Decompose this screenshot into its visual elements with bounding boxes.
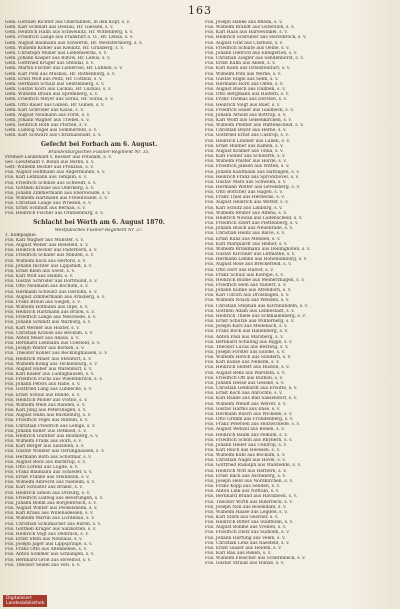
text-line: Füs. August Busch aus Dülmen, s. v. <box>205 87 286 93</box>
text-line: Füs. Friedrich Dietz aus Südlohn, s. v. <box>205 530 290 536</box>
text-line: Füs. Karl Kühn aus Drensteinfurt, s. v. <box>205 66 291 72</box>
text-line: Füs. Karl Jung aus Petershagen, s. v. <box>5 408 87 414</box>
watermark-line-2: Landesbibliothek <box>6 601 45 606</box>
text-line: Füs. Heinrich Günther aus Blomberg, s. v. <box>5 433 99 439</box>
text-line: Füs. Ernst Bach aus Ascheberg, s. v. <box>205 473 286 479</box>
text-line: Füs. Christian Ziegler aus Sendenhorst, s. v. <box>205 56 304 62</box>
text-line: Füs. Hermann Horn aus Olfen, s. v. <box>205 81 284 87</box>
text-line: Füs. August Kramer aus Unna, s. v. <box>205 148 284 154</box>
text-line: Gem. Gottlieb Richter aus Oberlübben, in den Kopf, s. v. <box>5 20 131 25</box>
text-line: Füs. August Benz aus Warstein, s. v. <box>205 370 286 376</box>
text-line: Füs. Joseph Jäger aus Lippspringe, s. v. <box>5 542 93 548</box>
text-line: Füs. Wilhelm Pohl aus Werne, s. v. <box>205 71 282 77</box>
text-line: Füs. Theodor Lucas aus Bestwig, s. v. <box>205 344 289 350</box>
text-line: Füs. Hermann Schwarz aus Iserlohn, s. v. <box>5 289 98 295</box>
text-line: Füs. Johann Kaufmann aus Hattingen, s. v. <box>205 169 300 175</box>
section-subheading: Westfälisches Füsilier-Regiment Nr. 37. <box>54 227 144 233</box>
text-line: Füs. Ernst Schütze aus Winterberg, s. v. <box>205 319 295 325</box>
text-line: Füs. Ernst Franke aus Steinheim, s. v. <box>5 475 90 481</box>
text-line: Füs. Karl Werner aus Höxter, s. v. <box>5 325 80 331</box>
text-line: Gem. Heinrich Roth aus Pförten, s. v. <box>5 123 88 129</box>
text-line: Füs. Joseph Noll aus Rosendahl, s. v. <box>205 504 287 510</box>
text-line: Füs. Christian Krause aus Beckum, s. v. <box>5 330 94 336</box>
text-line: Gem. Hermann Schulz aus Senftenberg, s. v. <box>5 81 105 87</box>
text-line: Füs. Friedrich Schulte aus Oelde, s. v. <box>205 45 290 51</box>
text-line: Füs. Johann Heller aus Uentrop, s. v. <box>205 442 287 448</box>
text-line: Füs. Franz Bock aus Hallenberg, s. v. <box>205 329 288 335</box>
text-line: Füs. Franz Thomas aus Dorsten, s. v. <box>205 97 288 103</box>
text-line: Füs. Theodor Seidel aus Verl, s. v. <box>5 562 81 568</box>
text-line: Füs. Franz Schulz aus Kierspe, s. v. <box>205 272 284 278</box>
text-line: Füs. Gottfried Rudolph aus Walstedde, s. v. <box>205 463 301 469</box>
text-line: Füs. Wilhelm Martin aus Lichtenau, s. v. <box>5 516 95 522</box>
text-line: Füs. Heinrich Lindner aus Lünen, s. v. <box>205 138 290 144</box>
text-line: Füs. Anton Link aus Nottuln, s. v. <box>205 489 280 495</box>
text-line: Füs. Johann Richter aus Lippstadt, s. v. <box>5 263 93 269</box>
text-line: Füs. Karl Kunze aus Neheim, s. v. <box>205 360 280 366</box>
text-line: Füs. Karl Rau aus Reken, s. v. <box>205 551 272 557</box>
text-line: Füs. Wilhelm Reuter aus Altena, s. v. <box>205 210 287 216</box>
text-line: Füs. Ernst Hübner aus Kamen, s. v. <box>205 143 284 149</box>
section-subheading: Brandenburgisches Füsilier-Regiment Nr. 35. <box>48 149 150 155</box>
text-line: Füs. Karl Lehmann aus Templin, s. v. <box>5 175 87 181</box>
text-line: Füs. August Weber aus Bielefeld, s. v. <box>5 243 89 249</box>
text-line: Füs. Karl Schütz aus Limburg, s. v. <box>205 205 283 211</box>
text-line: Füs. Christian Schumacher aus Büren, s. v. <box>5 521 102 527</box>
text-line: Füs. Wilhelm Haase aus Legden, s. v. <box>205 509 288 515</box>
text-line: Füs. Karl Haas aus Harsewinkel, s. v. <box>205 30 288 36</box>
text-line: Füs. Franz Petersen aus Holzwickede, s. v. <box>205 422 300 428</box>
text-line: Füs. Otto Böttcher aus Hagen, s. v. <box>205 190 283 196</box>
text-line: Füs. Heinrich Fischer aus Oranienburg, s. v. <box>5 211 104 217</box>
text-line: Füs. Anton Paul aus Marsberg, s. v. <box>205 334 284 340</box>
text-line: Füs. Karl Reich aus Heessen, s. v. <box>205 447 280 453</box>
text-line: Füs. Wilhelm Fleischer aus Schermbeck, s. v. <box>205 556 306 562</box>
text-line: Gem. Martin Fischer aus Lieberose, Hr. Lübben, s. v. <box>5 66 123 72</box>
text-line: Füs. Karl Ullrich aus Drolshagen, s. v. <box>205 293 290 299</box>
text-line: Füs. Heinrich Möller aus Vlotho, s. v. <box>5 397 88 403</box>
text-line: Gem. August Neumann aus Forst, s. v. <box>5 112 91 118</box>
text-line: Gem. Johann Wagner aus Triebel, s. v. <box>5 117 90 123</box>
text-line: Premier-Lieutenant v. Kessler aus Potsdam, s. v. <box>5 154 112 160</box>
text-line: Füs. Wilhelm Weiß aus Rahden, s. v. <box>5 402 86 408</box>
text-line: Füs. August Rose aus Breckerfeld, s. v. <box>205 262 292 268</box>
text-line: Füs. Karl Raabe aus Bad Sassendorf, s. v. <box>205 396 298 402</box>
text-line: Füs. Karl Stark aus Gescher, s. v. <box>205 515 279 520</box>
text-line: Füs. Friedrich Vogel aus Rinteln, s. v. <box>5 418 89 424</box>
text-line: Füs. Gustav Harms aus Ense, s. v. <box>205 406 281 412</box>
text-line: Gem. Johann Kasper aus Bütow, Hr. Lebus, s. v. <box>5 56 111 62</box>
text-line: Füs. Johann Hartung aus Velen, s. v. <box>205 535 286 541</box>
text-line: Füs. August Winter aus Peckelsheim, s. v. <box>5 506 98 512</box>
text-line: Füs. Christian Lange aus Wriezen, s. v. <box>5 201 92 207</box>
text-line: Füs. Friedrich Sauer aus Gladbeck, s. v. <box>205 107 294 113</box>
text-line: Füs. Theodor Köhler aus Recklinghausen, s. v. <box>5 351 108 357</box>
text-line: Füs. Christian Lenz aus Raesfeld, s. v. <box>205 540 290 546</box>
text-line: Füs. Friedrich Lange aus Meschede, s. v. <box>5 315 97 321</box>
text-line: Füs. Heinrich Maier aus Steinfurt, s. v. <box>5 356 92 362</box>
text-line: Gem. August Baumann aus Schwerin, Hr. Weststernberg, s. v. <box>5 40 143 46</box>
text-line: Füs. Wilhelm Polster aus Hörde, s. v. <box>205 159 287 165</box>
text-line: Füs. Wilhelm Brandt aus Gütersloh, s. v. <box>205 25 295 31</box>
section-heading: Gefecht bei Forbach am 6. August. <box>40 140 158 148</box>
text-line: Füs. Bernhard Schilling aus Bigge, s. v. <box>205 339 293 345</box>
text-line: Füs. Karl Kraus aus Willebadessen, s. v. <box>5 511 94 517</box>
text-line: Füs. Johann Zimmermann aus Eberswalde, s. v. <box>5 190 111 196</box>
text-line: Füs. Ernst Schmidt aus Bernau, s. v. <box>5 206 86 212</box>
text-line: 1. Kompagnie. <box>5 232 38 238</box>
text-line: Füs. Joseph Kurz aus Medebach, s. v. <box>205 324 288 330</box>
text-line: Füs. Otto Neumann aus Bochum, s. v. <box>5 284 89 290</box>
text-line: Füs. Otto Lorenz aus Lügde, s. v. <box>5 464 79 470</box>
text-line: Füs. Franz Kopp aus Senden, s. v. <box>205 484 280 490</box>
text-line: Gefr. Wilhelm Becker aus Prenzlau, s. v. <box>5 165 94 171</box>
text-line: Füs. Heinrich Becker aus Paderborn, s. v. <box>5 248 98 254</box>
text-line: Füs. Karl Wolf aus Hamm, s. v. <box>5 274 74 280</box>
text-line: Füs. Ernst Glaser aus Heiden, s. v. <box>205 545 282 551</box>
text-line: Gem. Friedrich Meyer aus Sorau, Hr. Sorau, s. v. <box>5 97 114 103</box>
text-line: Füs. Wilhelm Frank aus Horn, s. v. <box>5 439 82 445</box>
text-line: Füs. Ernst Stein aus Neuhaus, s. v. <box>5 537 83 542</box>
text-line: Füs. August Böhme aus Vreden, s. v. <box>205 525 287 531</box>
text-line: Füs. August Heinrich aus Wetter, s. v. <box>205 200 289 206</box>
text-line: Füs. Ernst Klein aus Soest, s. v. <box>5 268 75 274</box>
text-line: Füs. Friedrich Schäfer aus Minden, s. v. <box>5 253 94 259</box>
text-line: Füs. Hermann Lemke aus Hohenlimburg, s. v. <box>205 257 308 263</box>
text-line: Gem. Ernst Wolf aus Peitz, Hr. Cottbus, s. v. <box>5 76 103 82</box>
text-line: Gem. Gottfried Krüger aus Stendal, s. v. <box>5 61 95 67</box>
text-line: Füs. Heinrich Seifert aus Hüsten, s. v. <box>205 365 290 371</box>
text-line: Gem. Karl Schröder aus Kalau, s. v. <box>5 107 84 113</box>
text-line: Füs. Karl Wagner aus Münster, s. v. <box>5 237 84 243</box>
watermark-line-1: Digitalisiert <box>6 596 32 601</box>
text-line: Füs. Heinrich Simon aus Driburg, s. v. <box>5 490 91 496</box>
text-line: Füs. Anton Sommer aus Schlangen, s. v. <box>5 552 95 558</box>
text-line: Füs. Joseph Held aus Nordkirchen, s. v. <box>205 478 293 484</box>
text-line: Füs. Christian Beyer aus Herne, s. v. <box>205 128 287 134</box>
text-line: Füs. Christian Friedrich aus Lemgo, s. v. <box>5 423 96 429</box>
text-line: Füs. Heinrich Voigt aus Buer, s. v. <box>205 102 281 108</box>
text-line: Füs. Johann Hesse aus Geseke, s. v. <box>205 380 285 386</box>
text-line: Gem. Heinrich Hahn aus Schweinitz, Hr. Wittenberg, s. v. <box>5 30 134 36</box>
text-line: Füs. Hermann Wolter aus Gevelsberg, s. v. <box>205 185 300 190</box>
text-line: Füs. Karl Wolff aus Gelsenkirchen, s. v. <box>205 117 292 123</box>
text-line: Füs. Karl Marquardt aus Hemer, s. v. <box>205 241 288 247</box>
text-line: Füs. Wilhelm König aus Tecklenburg, s. v. <box>5 361 98 367</box>
text-line: Füs. Gottfried Lang aus Lübbecke, s. v. <box>5 387 93 393</box>
text-line: Füs. Christian Heinz aus Balve, s. v. <box>205 231 285 237</box>
section-heading: Schlacht bei Wörth am 6. August 1870. <box>33 218 165 226</box>
text-line: Füs. Gottlieb Krause aus Oderberg, s. v. <box>5 185 94 191</box>
text-line: Füs. Wilhelm Wendt aus Welver, s. v. <box>205 401 287 407</box>
text-line: Füs. Bernhard Brand aus Havixbeck, s. v. <box>205 494 298 500</box>
text-line: Füs. Johann Busch aus Neuenrade, s. v. <box>205 226 293 232</box>
text-line: Füs. Heinrich Witt aus Herbern, s. v. <box>205 468 287 474</box>
text-line: Füs. Friedrich Schön aus Rhynern, s. v. <box>205 437 293 443</box>
text-line: Füs. Franz Baumann aus Schieder, s. v. <box>5 469 93 475</box>
text-line: Füs. Johann Arnold aus Bottrop, s. v. <box>205 112 287 118</box>
text-line: Füs. Gottfried Ernst aus Castrop, s. v. <box>205 133 289 139</box>
text-line: Gem. Christoph Müller aus Liebenwerda, s. v. <box>5 50 107 56</box>
text-line: Füs. Heinrich Franz aus Sprockhövel, s. v. <box>205 174 299 180</box>
text-line: Füs. Wilhelm Hirsch aus Sundern, s. v. <box>205 355 292 361</box>
text-line: Füs. Wilhelm Hofmann aus Olpe, s. v. <box>5 304 89 310</box>
text-line: Füs. Karl Berger aus Salzuflen, s. v. <box>5 444 85 450</box>
text-line: Füs. August Hahn aus Bückeburg, s. v. <box>5 413 92 419</box>
text-line: Füs. Johann Peters aus Halle, s. v. <box>5 382 81 388</box>
text-line: Gem. Friedrich Lange aus Frankfurt a. O., Hr. Lebus, s. v. <box>5 35 134 41</box>
text-line: Gem. Otto Bauer aus Guben, Hr. Guben, s. v. <box>5 102 105 108</box>
text-line: Füs. Christian Gebhardt aus Erwitte, s. v. <box>205 386 298 392</box>
text-line: Füs. Christian Nagel aus Hövel, s. v. <box>205 458 286 464</box>
text-line: Füs. Heinrich Blume aus Meinerzhagen, s. v. <box>205 277 305 283</box>
text-line: Füs. Friedrich Ludwig aus Beverungen, s. v. <box>5 495 104 501</box>
text-line: Füs. Karl Schuster aus Brakel, s. v. <box>5 485 83 491</box>
text-line: Füs. Wilhelm Koch aus Herford, s. v. <box>5 258 87 264</box>
page-number: 163 <box>188 4 212 17</box>
text-line: Füs. August Beck aus Barntrup, s. v. <box>5 459 86 465</box>
text-line: Füs. Christian Stephan aus Kirchhundem, s. v. <box>205 303 309 309</box>
text-line: Gem. Wilhelm Kohler aus Kleinitz, Hr. Grünberg, s. v. <box>5 45 124 51</box>
text-line: Gem. Gustav Koch aus Luckau, Hr. Luckau, s. v. <box>5 87 112 93</box>
text-line: Füs. Friedrich Jansen aus Witten, s. v. <box>205 164 290 170</box>
text-line: Füs. Joseph Hanke aus Rheda, s. v. <box>205 20 283 25</box>
text-line: Füs. Friedrich Hein aus Valbert, s. v. <box>205 282 287 288</box>
text-line: Füs. Ernst Koch aus Anröchte, s. v. <box>205 391 283 397</box>
text-line: Füs. Heinrich Ritter aus Stadtlohn, s. v. <box>205 520 294 526</box>
text-line: Füs. Heinrich Vogt aus Delbrück, s. v. <box>5 531 89 537</box>
text-line: Füs. Heinrich Nowak aus Lüdenscheid, s. v. <box>205 215 303 221</box>
text-line: Füs. Friedrich Schulze aus Schwedt, s. v. <box>5 180 97 186</box>
text-line: Gem. Ludwig Vogel aus Sommerfeld, s. v. <box>5 128 97 134</box>
text-line: Füs. Hermann Roth aus Schötmar, s. v. <box>5 454 92 460</box>
text-line: Füs. Gottlieb Krüger aus Salzkotten, s. v. <box>5 526 97 532</box>
text-line: Füs. Johann Böhm aus Borgentreich, s. v. <box>5 500 97 506</box>
text-line: Füs. Friedrich Ebert aus Plettenberg, s. v. <box>205 221 299 227</box>
text-line: Füs. Bernhard Groß aus Hövelhof, s. v. <box>5 557 92 563</box>
text-line: Füs. August Zimmermann aus Arnsberg, s. v. <box>5 294 106 300</box>
text-line: Füs. Wilhelm Hartmann aus Freienwalde, s. v. <box>5 196 108 201</box>
text-line: Füs. Gustav Strauß aus Hünxe, s. v. <box>205 561 285 567</box>
text-line: Füs. Wilhelm Brinkmann aus Deilinghofen, s. v. <box>205 246 311 252</box>
text-line: Füs. Gustav Winkler aus Oerlinghausen, s. v. <box>5 449 105 455</box>
text-line: Füs. Heinrich Thiele aus Schmallenberg, s. v. <box>205 313 306 319</box>
text-line: Füs. Ernst Scholz aus Bünde, s. v. <box>5 392 81 398</box>
text-line: Gem. Karl Schwarz aus Christianstadt, s. v. <box>5 133 102 139</box>
text-line: Füs. Johann Dietrich aus Ennigerloh, s. v. <box>205 50 298 56</box>
text-line: Füs. Heinrich Hartmann aus Brilon, s. v. <box>5 310 95 316</box>
text-line: Füs. Ernst Kunz aus Menden, s. v. <box>205 236 281 242</box>
text-line: Füs. Bernhard Lehmann aus Coesfeld, s. v. <box>5 341 101 347</box>
text-line: Füs. Karl Kaiser aus Lüdinghausen, s. v. <box>5 372 95 377</box>
text-line: Füs. Gustav Marx aus Schwelm, s. v. <box>205 179 287 185</box>
text-line: Füs. Gottlieb Adam aus Lennestadt, s. v. <box>205 308 295 314</box>
text-line: Füs. August Huber aus Warendorf, s. v. <box>5 366 93 372</box>
text-line: Füs. Johann Keller aus Detmold, s. v. <box>5 428 87 434</box>
text-line: Füs. Theodor Wirth aus Billerbeck, s. v. <box>205 499 293 505</box>
left-text-column <box>5 20 193 592</box>
text-line: Füs. Wilhelm Noack aus Wenden, s. v. <box>205 298 290 304</box>
text-line: Füs. Franz Otto aus Altenbeken, s. v. <box>5 547 87 553</box>
text-line: Füs. Otto Bergmann aus Haltern, s. v. <box>205 92 290 98</box>
library-watermark <box>3 595 47 607</box>
text-line: Füs. Joseph Walter aus Borken, s. v. <box>5 346 85 352</box>
text-line: Gem. Karl Pohl aus Muskau, Hr. Rothenburg, s. v. <box>5 71 116 77</box>
text-line: Füs. Heinrich Schreiber aus Herzebrock, s. v. <box>205 35 307 41</box>
text-line: Füs. Johann Schmitt aus Warburg, s. v. <box>5 320 92 326</box>
text-line: Füs. Friedrich Fuchs aus Wiedenbrück, s. v. <box>5 377 103 383</box>
text-line: Füs. Gustav Engel aus Selm, s. v. <box>205 76 279 82</box>
text-line: Füs. Ernst Kuhn aus Ahlen, s. v. <box>205 61 276 67</box>
text-line: Gem. Karl Schmidt aus Dessau, Hr. Giessen, s. v. <box>5 25 114 31</box>
text-line: Füs. Gustav Schröder aus Dortmund, s. v. <box>5 279 98 285</box>
text-line: Füs. Heinrich Baum aus Pelkum, s. v. <box>205 432 288 438</box>
text-line: Füs. Franz Thiel aus Herdecke, s. v. <box>205 195 285 201</box>
text-line: Füs. Karl Fiedler aus Schwerte, s. v. <box>205 154 286 160</box>
text-line: Füs. August Wenzel aus Bönen, s. v. <box>205 427 285 433</box>
text-line: Füs. Wilhelm Albrecht aus Nieheim, s. v. <box>5 480 96 486</box>
text-line: Füs. Gustav Kirchner aus Letmathe, s. v. <box>205 252 296 258</box>
text-line: Füs. August Hoffmann aus Angermünde, s. v. <box>5 170 106 176</box>
text-line: Füs. Anton Meier aus Ahaus, s. v. <box>5 335 80 341</box>
text-line: Füs. Joseph Förster aus Eslohe, s. v. <box>205 350 286 355</box>
text-line: Füs. Franz Braun aus Siegen, s. v. <box>5 299 81 305</box>
text-line: Füs. Otto Dörr aus Halver, s. v. <box>205 267 274 273</box>
text-line: Gem. Wilhelm Braun aus Spremberg, s. v. <box>5 92 98 98</box>
text-line: Füs. August Graf aus Clarholz, s. v. <box>205 40 284 46</box>
right-text-column <box>205 20 393 592</box>
text-line: Füs. Johann Kühne aus Attendorn, s. v. <box>205 288 292 294</box>
text-line: Füs. Friedrich Ott aus Rüthen, s. v. <box>205 375 284 381</box>
text-line: Füs. Hermann Busch aus Wickede, s. v. <box>205 411 293 417</box>
text-line: Füs. Wilhelm Kühl aus Bockum, s. v. <box>205 453 286 459</box>
text-line: Sec.-Lieutenant v. Bonin aus Berlin, s. v. <box>5 159 95 165</box>
text-line: Füs. Otto Grimm aus Fröndenberg, s. v. <box>205 417 294 423</box>
text-line: Füs. Wilhelm Pfeiffer aus Wattenscheid, s. v. <box>205 123 304 129</box>
